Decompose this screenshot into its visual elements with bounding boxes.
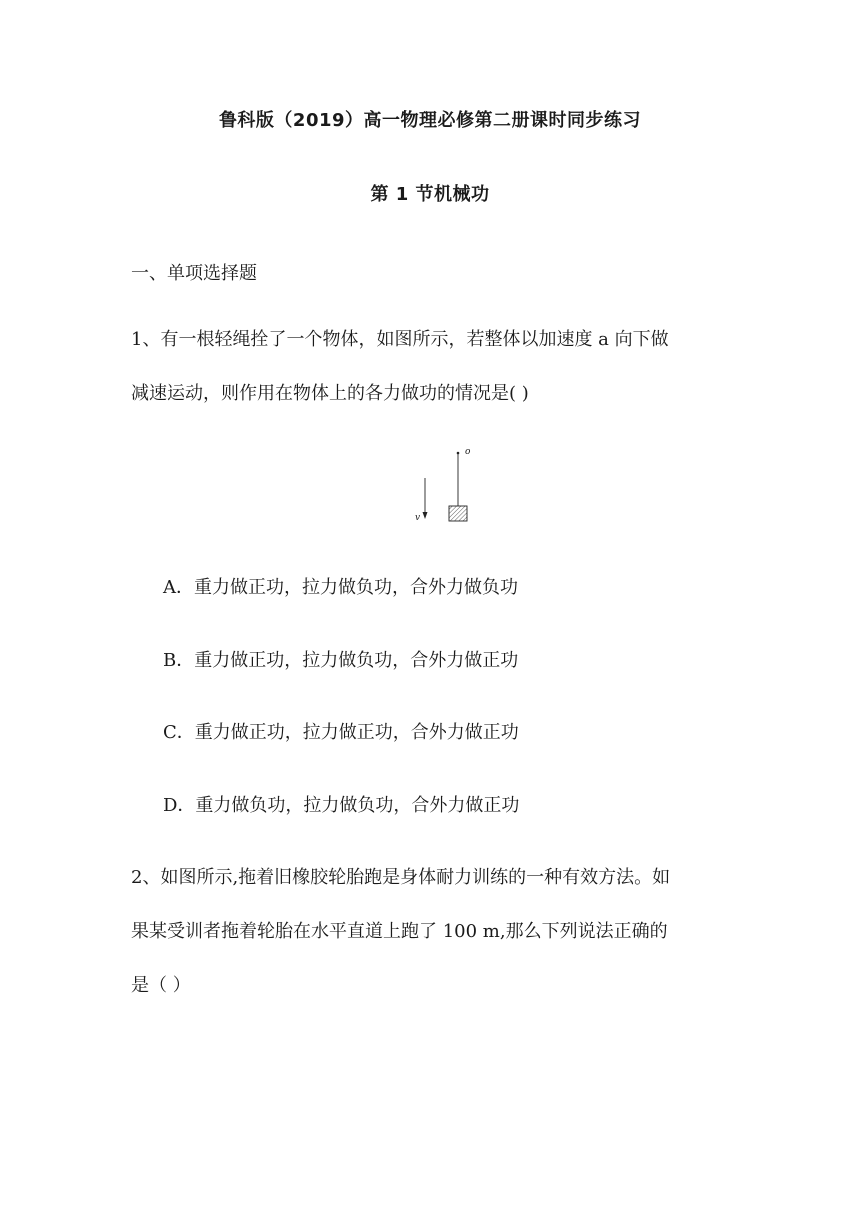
question-2-text-line-3: 是（ ） — [131, 975, 191, 996]
question-1-option-d: D．重力做负功，拉力做负功，合外力做正功 — [163, 795, 520, 816]
lesson-title: 第 1 节机械功 — [370, 184, 490, 205]
question-1-option-a: A．重力做正功，拉力做负功，合外力做负功 — [163, 577, 518, 598]
question-1-figure — [410, 442, 490, 528]
question-2-text-line-1: 2、如图所示,拖着旧橡胶轮胎跑是身体耐力训练的一种有效方法。如 — [131, 867, 671, 888]
velocity-arrowhead — [423, 512, 428, 519]
section-heading: 一、单项选择题 — [131, 263, 257, 284]
question-1-option-b: B．重力做正功，拉力做负功，合外力做正功 — [163, 650, 519, 671]
hanging-block — [449, 506, 467, 521]
question-1-text-line-2: 减速运动，则作用在物体上的各力做功的情况是( ) — [131, 383, 529, 404]
pivot-label: o — [465, 447, 471, 457]
question-2-text-line-2: 果某受训者拖着轮胎在水平直道上跑了 100 m,那么下列说法正确的 — [131, 921, 668, 942]
velocity-label: v — [415, 513, 421, 523]
document-title: 鲁科版（2019）高一物理必修第二册课时同步练习 — [218, 110, 642, 131]
question-1-text-line-1: 1、有一根轻绳拴了一个物体，如图所示，若整体以加速度 a 向下做 — [131, 329, 669, 350]
question-1-option-c: C．重力做正功，拉力做正功，合外力做正功 — [163, 722, 519, 743]
